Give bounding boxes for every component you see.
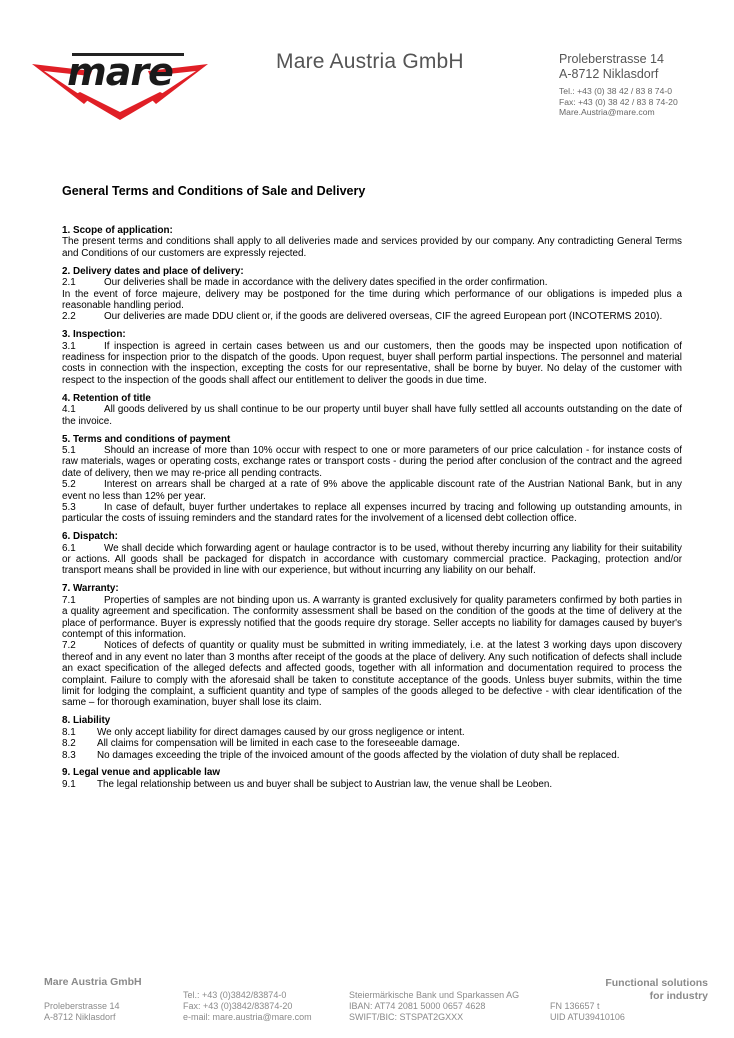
section-paragraph [62, 738, 682, 749]
footer-address-line: Proleberstrasse 14 [44, 1001, 120, 1011]
footer-fn: FN 136657 t [550, 1001, 600, 1011]
company-logo [30, 48, 210, 124]
section-paragraph [62, 727, 682, 738]
clause-number: 6.1 [62, 542, 76, 554]
footer-address-line: A-8712 Niklasdorf [44, 1012, 116, 1022]
clause-text: Properties of samples are not binding upon us. A warranty is granted exclusively for quality parameters confirmed by both parties in a quality agreement and specification. The conformity assessment shall be based on the condition of the goods at the time of delivery at the place of performance. Buyer is expressly notified that the goods require dry storage. Seller accepts no liability for damages caused by buyer's contempt of this information. [62, 594, 682, 640]
footer-swift: SWIFT/BIC: STSPAT2GXXX [349, 1012, 464, 1022]
clause-text: We shall decide which forwarding agent or haulage contractor is to be used, without thereby incurring any liability for their suitability or actions. All goods shall be packaged for dispatch in accordance with customary commercial practice. Packaging, protection and/or transport means shall be provided in line with our experience, but without incurring any liability on our behalf. [62, 542, 682, 577]
section-title: 9. Legal venue and applicable law [62, 767, 221, 779]
section-title: 1. Scope of application: [62, 225, 173, 236]
section-9 [62, 767, 682, 790]
section-4 [62, 393, 682, 427]
section-5 [62, 434, 682, 525]
clause-text: Our deliveries shall be made in accordance with the delivery dates specified in the order confirmation. [104, 277, 548, 289]
section-paragraph [62, 543, 682, 577]
section-3 [62, 329, 682, 386]
clause-number: 8.1 [62, 726, 76, 738]
clause-text: If inspection is agreed in certain cases between us and our customers, then the goods may be inspected upon notification of readiness for inspection prior to the dispatch of the goods. Upon request, buyer shall perform partial inspections. The personnel and material costs in connection with the inspection, excepting the costs for our representative, shall be borne by buyer. No delay of the customer with respect to the inspection of the goods shall affect our entitlement to deliver the goods in due time. [62, 340, 682, 386]
section-paragraph [62, 404, 682, 427]
clause-number: 5.3 [62, 501, 76, 513]
section-paragraph [62, 479, 682, 502]
header-address [559, 52, 664, 82]
logo-wordmark: mare [67, 50, 173, 94]
header-contact [559, 86, 678, 118]
section-title: 8. Liability [62, 715, 111, 727]
section-1 [62, 225, 682, 259]
clause-number: 7.1 [62, 594, 76, 606]
footer-contact [183, 990, 312, 1023]
clause-text: Interest on arrears shall be charged at a rate of 9% above the applicable discount rate of the Austrian National Bank, but in any event no less than 12% per year. [62, 479, 682, 502]
section-title: 4. Retention of title [62, 392, 151, 404]
section-6 [62, 531, 682, 577]
footer-address [44, 1001, 120, 1023]
footer-slogan-line: Functional solutions [605, 977, 708, 989]
footer-registry [550, 1001, 625, 1023]
clause-text: The legal relationship between us and buyer shall be subject to Austrian law, the venue shall be Leoben. [97, 778, 553, 790]
footer-iban: IBAN: AT74 2081 5000 0657 4628 [349, 1001, 486, 1011]
section-paragraph [62, 779, 682, 790]
section-paragraph [62, 277, 682, 288]
section-title: 6. Dispatch: [62, 531, 118, 543]
clause-text: Notices of defects of quantity or quality must be submitted in writing immediately, i.e. at the latest 3 working days upon discovery thereof and in any event no later than 3 months after receipt of the goods at the place of delivery. Any such notification of defects shall include an exact specification of the alleged defects and affected goods, together with all information and documentation required to process the complaint. Failure to comply with the aforesaid shall be taken to constitute acceptance of the goods. Unless buyer submits, within the time limit for lodging the complaint, a sufficient quantity and type of samples of the goods alleged to be defective - with clear identification of the same – for thorough examination, buyer shall lose its claim. [62, 640, 682, 709]
clause-text: All claims for compensation will be limited in each case to the foreseeable damage. [97, 738, 460, 750]
clause-number: 5.2 [62, 479, 76, 491]
footer-bank [349, 990, 519, 1023]
section-7 [62, 583, 682, 708]
section-paragraph [62, 289, 682, 312]
clause-text: In case of default, buyer further undertakes to replace all expenses incurred by tracing and following up outstanding amounts, in particular the costs of issuing reminders and the standard rates for the involvement of a licensed debt collection office. [62, 501, 682, 525]
clause-number: 8.3 [62, 749, 76, 761]
footer-email: e-mail: mare.austria@mare.com [183, 1012, 312, 1022]
section-paragraph [62, 640, 682, 708]
footer-uid: UID ATU39410106 [550, 1012, 625, 1022]
company-name: Mare Austria GmbH [276, 50, 464, 73]
header-email: Mare.Austria@mare.com [559, 107, 655, 117]
document-title: General Terms and Conditions of Sale and Delivery [62, 184, 366, 198]
footer-slogan [605, 977, 708, 1002]
mare-logo-graphic [30, 48, 210, 124]
clause-text: In the event of force majeure, delivery may be postponed for the time during which performance of our obligations is impeded plus a reasonable handling period. [62, 288, 682, 311]
clause-text: No damages exceeding the triple of the invoiced amount of the goods affected by the violation of duty shall be replaced. [97, 749, 620, 761]
terms-content [62, 225, 682, 797]
clause-text: All goods delivered by us shall continue to be our property until buyer shall have fully settled all accounts outstanding on the date of the invoice. [62, 404, 682, 427]
section-paragraph [62, 502, 682, 525]
clause-text: The present terms and conditions shall apply to all deliveries made and services provided by our company. Any contradicting General Terms and Conditions of our customers are expressly rejected. [62, 236, 682, 259]
footer-phone: Tel.: +43 (0)3842/83874-0 [183, 990, 287, 1000]
clause-text: Our deliveries are made DDU client or, if the goods are delivered overseas, CIF the agreed European port (INCOTERMS 2010). [104, 311, 663, 323]
clause-number: 7.2 [62, 640, 76, 652]
footer-slogan-line: for industry [649, 989, 708, 1002]
clause-number: 2.1 [62, 277, 76, 289]
section-title: 3. Inspection: [62, 329, 126, 341]
section-title: 7. Warranty: [62, 583, 119, 595]
clause-text: We only accept liability for direct damages caused by our gross negligence or intent. [97, 726, 465, 738]
clause-number: 9.1 [62, 778, 76, 790]
header-address-line: Proleberstrasse 14 [559, 52, 664, 66]
section-paragraph [62, 445, 682, 479]
section-title: 2. Delivery dates and place of delivery: [62, 265, 244, 277]
footer-company: Mare Austria GmbH [44, 976, 142, 988]
section-paragraph [62, 595, 682, 641]
section-paragraph [62, 750, 682, 761]
clause-number: 3.1 [62, 340, 76, 352]
section-paragraph [62, 236, 682, 259]
footer-bank-name: Steiermärkische Bank und Sparkassen AG [349, 990, 520, 1000]
footer [0, 975, 734, 1035]
header-fax: Fax: +43 (0) 38 42 / 83 8 74-20 [559, 96, 678, 107]
header-phone: Tel.: +43 (0) 38 42 / 83 8 74-0 [559, 86, 672, 96]
section-paragraph [62, 341, 682, 387]
section-paragraph [62, 311, 682, 322]
section-title: 5. Terms and conditions of payment [62, 433, 231, 445]
section-8 [62, 715, 682, 761]
footer-fax: Fax: +43 (0)3842/83874-20 [183, 1001, 293, 1011]
clause-number: 4.1 [62, 404, 76, 416]
clause-number: 2.2 [62, 311, 76, 323]
clause-number: 8.2 [62, 738, 76, 750]
clause-text: Should an increase of more than 10% occur with respect to one or more parameters of our price calculation - for instance costs of raw materials, wages or operating costs, exchange rates or transport costs - during the period after conclusion of the contract and the agreed date of delivery, then we may re-price all pending contracts. [62, 444, 682, 479]
section-2 [62, 266, 682, 323]
logo-bottom-chevron [76, 92, 164, 120]
header-address-line: A-8712 Niklasdorf [559, 67, 659, 81]
clause-number: 5.1 [62, 444, 76, 456]
